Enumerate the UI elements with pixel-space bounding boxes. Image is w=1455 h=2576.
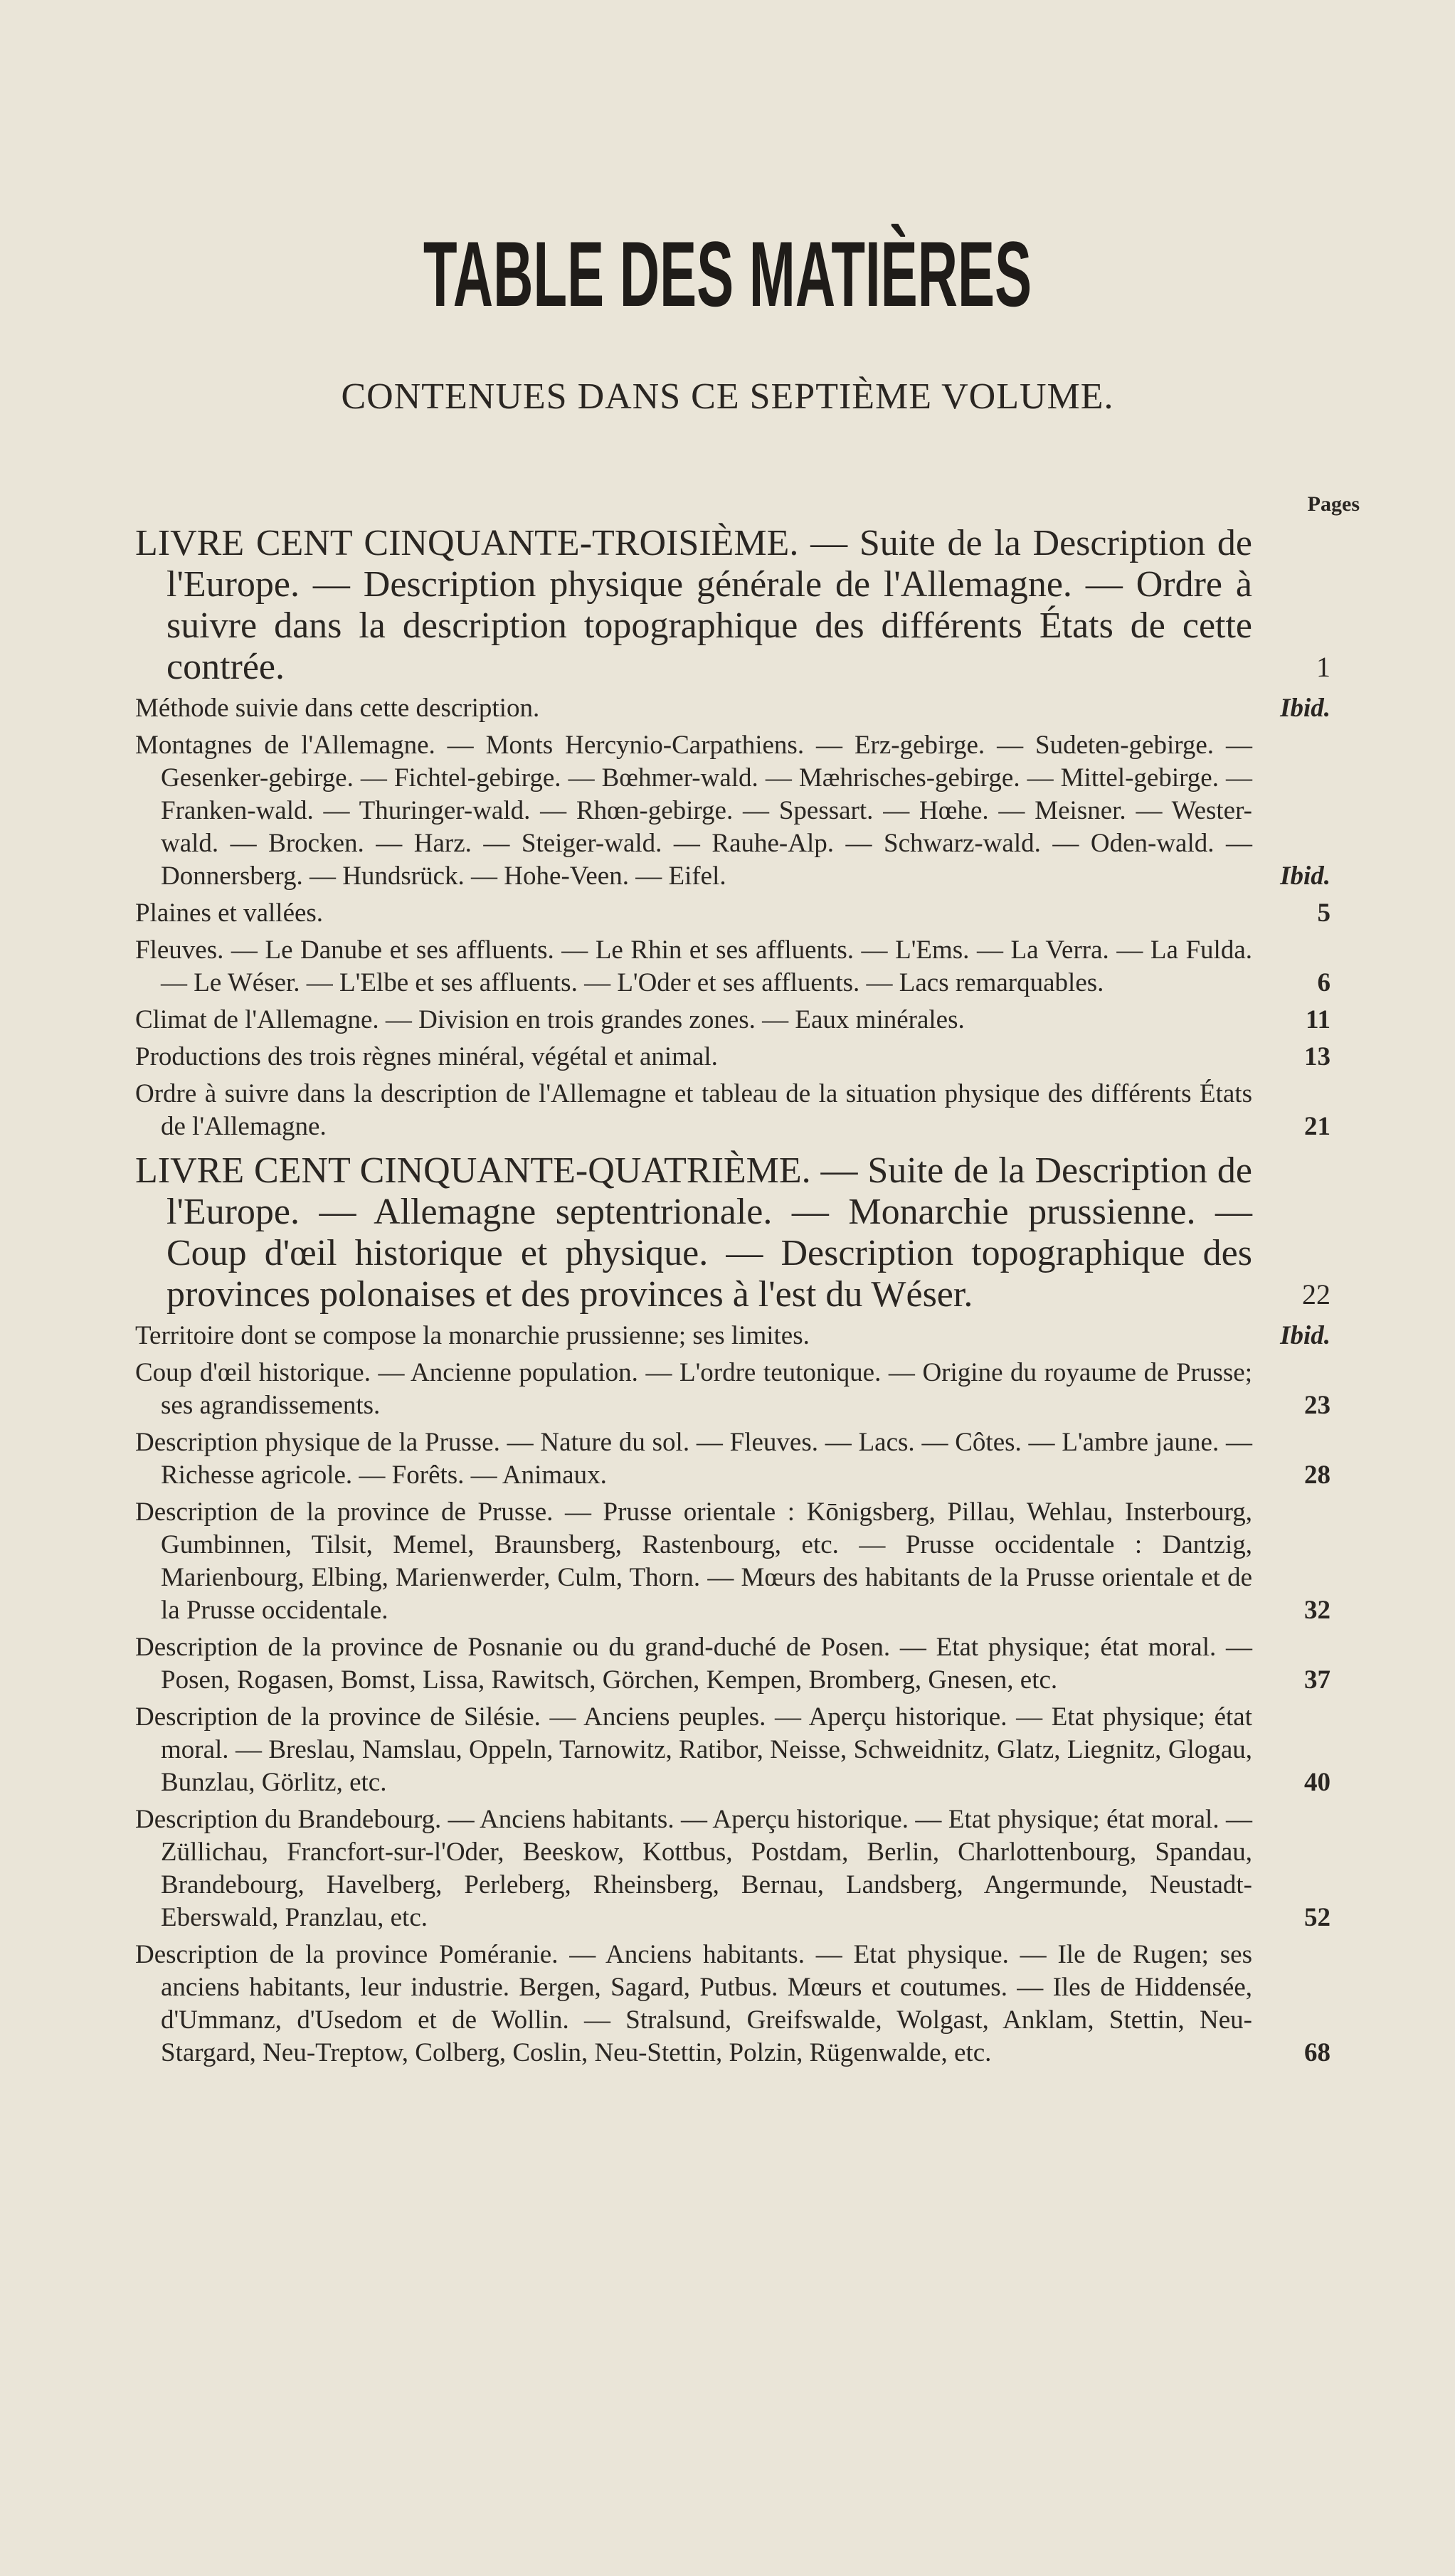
toc-page-number: 68 <box>1304 2038 1330 2067</box>
toc-page-number: 1 <box>1316 651 1330 683</box>
toc-book-heading <box>135 523 1330 688</box>
toc-entry <box>135 934 1330 1000</box>
toc-page-number: Ibid. <box>1280 862 1330 891</box>
toc-entry-text: Description de la province de Prusse. — Prusse orientale : Kōnigsberg, Pillau, Wehlau, Insterbourg, Gumbinnen, Tilsit, Memel, Braunsberg, Rastenbourg, etc. — Prusse occidentale : Dantzig, Marienbourg, Elbing, Marienwerder, Culm, Thorn. — Mœurs des habitants de la Prusse orientale et de la Prusse occidentale. <box>135 1498 1252 1625</box>
toc-page-number: 32 <box>1304 1596 1330 1625</box>
toc-page-number: 13 <box>1304 1042 1330 1071</box>
toc-entry <box>135 1041 1330 1074</box>
toc-page-number: 5 <box>1317 899 1330 928</box>
toc-page-number: 28 <box>1304 1461 1330 1490</box>
toc-entry <box>135 897 1330 930</box>
toc-entry-text: Montagnes de l'Allemagne. — Monts Hercynio-Carpathiens. — Erz-gebirge. — Sudeten-gebirge. — Gesenker-gebirge. — Fichtel-gebirge. — Bœhmer-wald. — Mæhrisches-gebirge. — Mittel-gebirge. — Franken-wald. — Thuringer-wald. — Rhœn-gebirge. — Spessart. — Hœhe. — Meisner. — Wester-wald. — Brocken. — Harz. — Steiger-wald. — Rauhe-Alp. — Schwarz-wald. — Oden-wald. — Donnersberg. — Hundsrück. — Hohe-Veen. — Eifel. <box>135 731 1252 891</box>
toc-entry-text: Description de la province Poméranie. — Anciens habitants. — Etat physique. — Ile de Rugen; ses anciens habitants, leur industrie. Bergen, Sagard, Putbus. Mœurs et coutumes. — Iles de Hiddensée, d'Ummanz, d'Usedom et de Wollin. — Stralsund, Greifswalde, Wolgast, Anklam, Stettin, Neu-Stargard, Neu-Treptow, Colberg, Coslin, Neu-Stettin, Polzin, Rügenwalde, etc. <box>135 1940 1252 2067</box>
table-of-contents <box>135 516 1330 2069</box>
toc-entry-text: Climat de l'Allemagne. — Division en trois grandes zones. — Eaux minérales. <box>135 1005 965 1034</box>
toc-page-number: 52 <box>1304 1903 1330 1932</box>
toc-entry <box>135 1426 1330 1492</box>
toc-entry <box>135 729 1330 893</box>
toc-entry <box>135 1701 1330 1799</box>
toc-page-number: Ibid. <box>1280 694 1330 723</box>
toc-entry-text: Description de la province de Silésie. — Anciens peuples. — Aperçu historique. — Etat physique; état moral. — Breslau, Namslau, Oppeln, Tarnowitz, Ratibor, Neisse, Schweidnitz, Glatz, Liegnitz, Glogau, Bunzlau, Görlitz, etc. <box>135 1702 1252 1797</box>
toc-entry-text: LIVRE CENT CINQUANTE-QUATRIÈME. — Suite de la Description de l'Europe. — Allemagne septentrionale. — Monarchie prussienne. — Coup d'œil historique et physique. — Description topographique des provinces polonaises et des provinces à l'est du Wéser. <box>135 1150 1252 1315</box>
toc-page-number: 6 <box>1317 968 1330 997</box>
toc-entry <box>135 692 1330 725</box>
toc-page-number: 40 <box>1304 1768 1330 1797</box>
pages-column-header: Pages <box>1307 492 1360 516</box>
toc-entry-text: Méthode suivie dans cette description. <box>135 694 540 723</box>
toc-entry-text: Description physique de la Prusse. — Nature du sol. — Fleuves. — Lacs. — Côtes. — L'ambre jaune. — Richesse agricole. — Forêts. — Animaux. <box>135 1428 1252 1490</box>
toc-book-heading <box>135 1150 1330 1315</box>
toc-entry <box>135 1939 1330 2069</box>
toc-entry-text: Description du Brandebourg. — Anciens habitants. — Aperçu historique. — Etat physique; état moral. — Züllichau, Francfort-sur-l'Oder, Beeskow, Kottbus, Postdam, Berlin, Charlottenbourg, Spandau, Brandebourg, Havelberg, Perleberg, Rheinsberg, Bernau, Landsberg, Angermunde, Neustadt-Eberswald, Pranzlau, etc. <box>135 1805 1252 1932</box>
toc-entry-text: Territoire dont se compose la monarchie prussienne; ses limites. <box>135 1321 810 1350</box>
toc-entry-text: Productions des trois règnes minéral, végétal et animal. <box>135 1042 718 1071</box>
toc-page-number: 21 <box>1304 1112 1330 1141</box>
toc-entry <box>135 1803 1330 1934</box>
toc-entry-text: Fleuves. — Le Danube et ses affluents. — Le Rhin et ses affluents. — L'Ems. — La Verra. — La Fulda. — Le Wéser. — L'Elbe et ses affluents. — L'Oder et ses affluents. — Lacs remarquables. <box>135 935 1252 997</box>
toc-entry-text: Coup d'œil historique. — Ancienne population. — L'ordre teutonique. — Origine du royaume de Prusse; ses agrandissements. <box>135 1358 1252 1420</box>
page-subtitle: CONTENUES DANS CE SEPTIÈME VOLUME. <box>341 376 1114 417</box>
toc-page-number: 23 <box>1304 1391 1330 1420</box>
page-title: TABLE DES MATIÈRES <box>423 222 1032 326</box>
toc-entry-text: Description de la province de Posnanie ou du grand-duché de Posen. — Etat physique; état moral. — Posen, Rogasen, Bomst, Lissa, Rawitsch, Görchen, Kempen, Bromberg, Gnesen, etc. <box>135 1633 1252 1695</box>
toc-entry <box>135 1320 1330 1352</box>
toc-entry <box>135 1496 1330 1627</box>
toc-page-number: 22 <box>1302 1278 1330 1310</box>
toc-entry <box>135 1631 1330 1697</box>
toc-entry-text: Plaines et vallées. <box>135 899 324 928</box>
toc-page-number: Ibid. <box>1280 1321 1330 1350</box>
toc-entry <box>135 1078 1330 1143</box>
toc-page-number: 37 <box>1304 1665 1330 1695</box>
toc-page-number: 11 <box>1306 1005 1330 1034</box>
toc-entry-text: Ordre à suivre dans la description de l'Allemagne et tableau de la situation physique des différents États de l'Allemagne. <box>135 1079 1252 1141</box>
toc-entry <box>135 1357 1330 1422</box>
toc-entry <box>135 1004 1330 1037</box>
toc-entry-text: LIVRE CENT CINQUANTE-TROISIÈME. — Suite de la Description de l'Europe. — Description physique générale de l'Allemagne. — Ordre à suivre dans la description topographique des différents États de cette contrée. <box>135 523 1252 687</box>
